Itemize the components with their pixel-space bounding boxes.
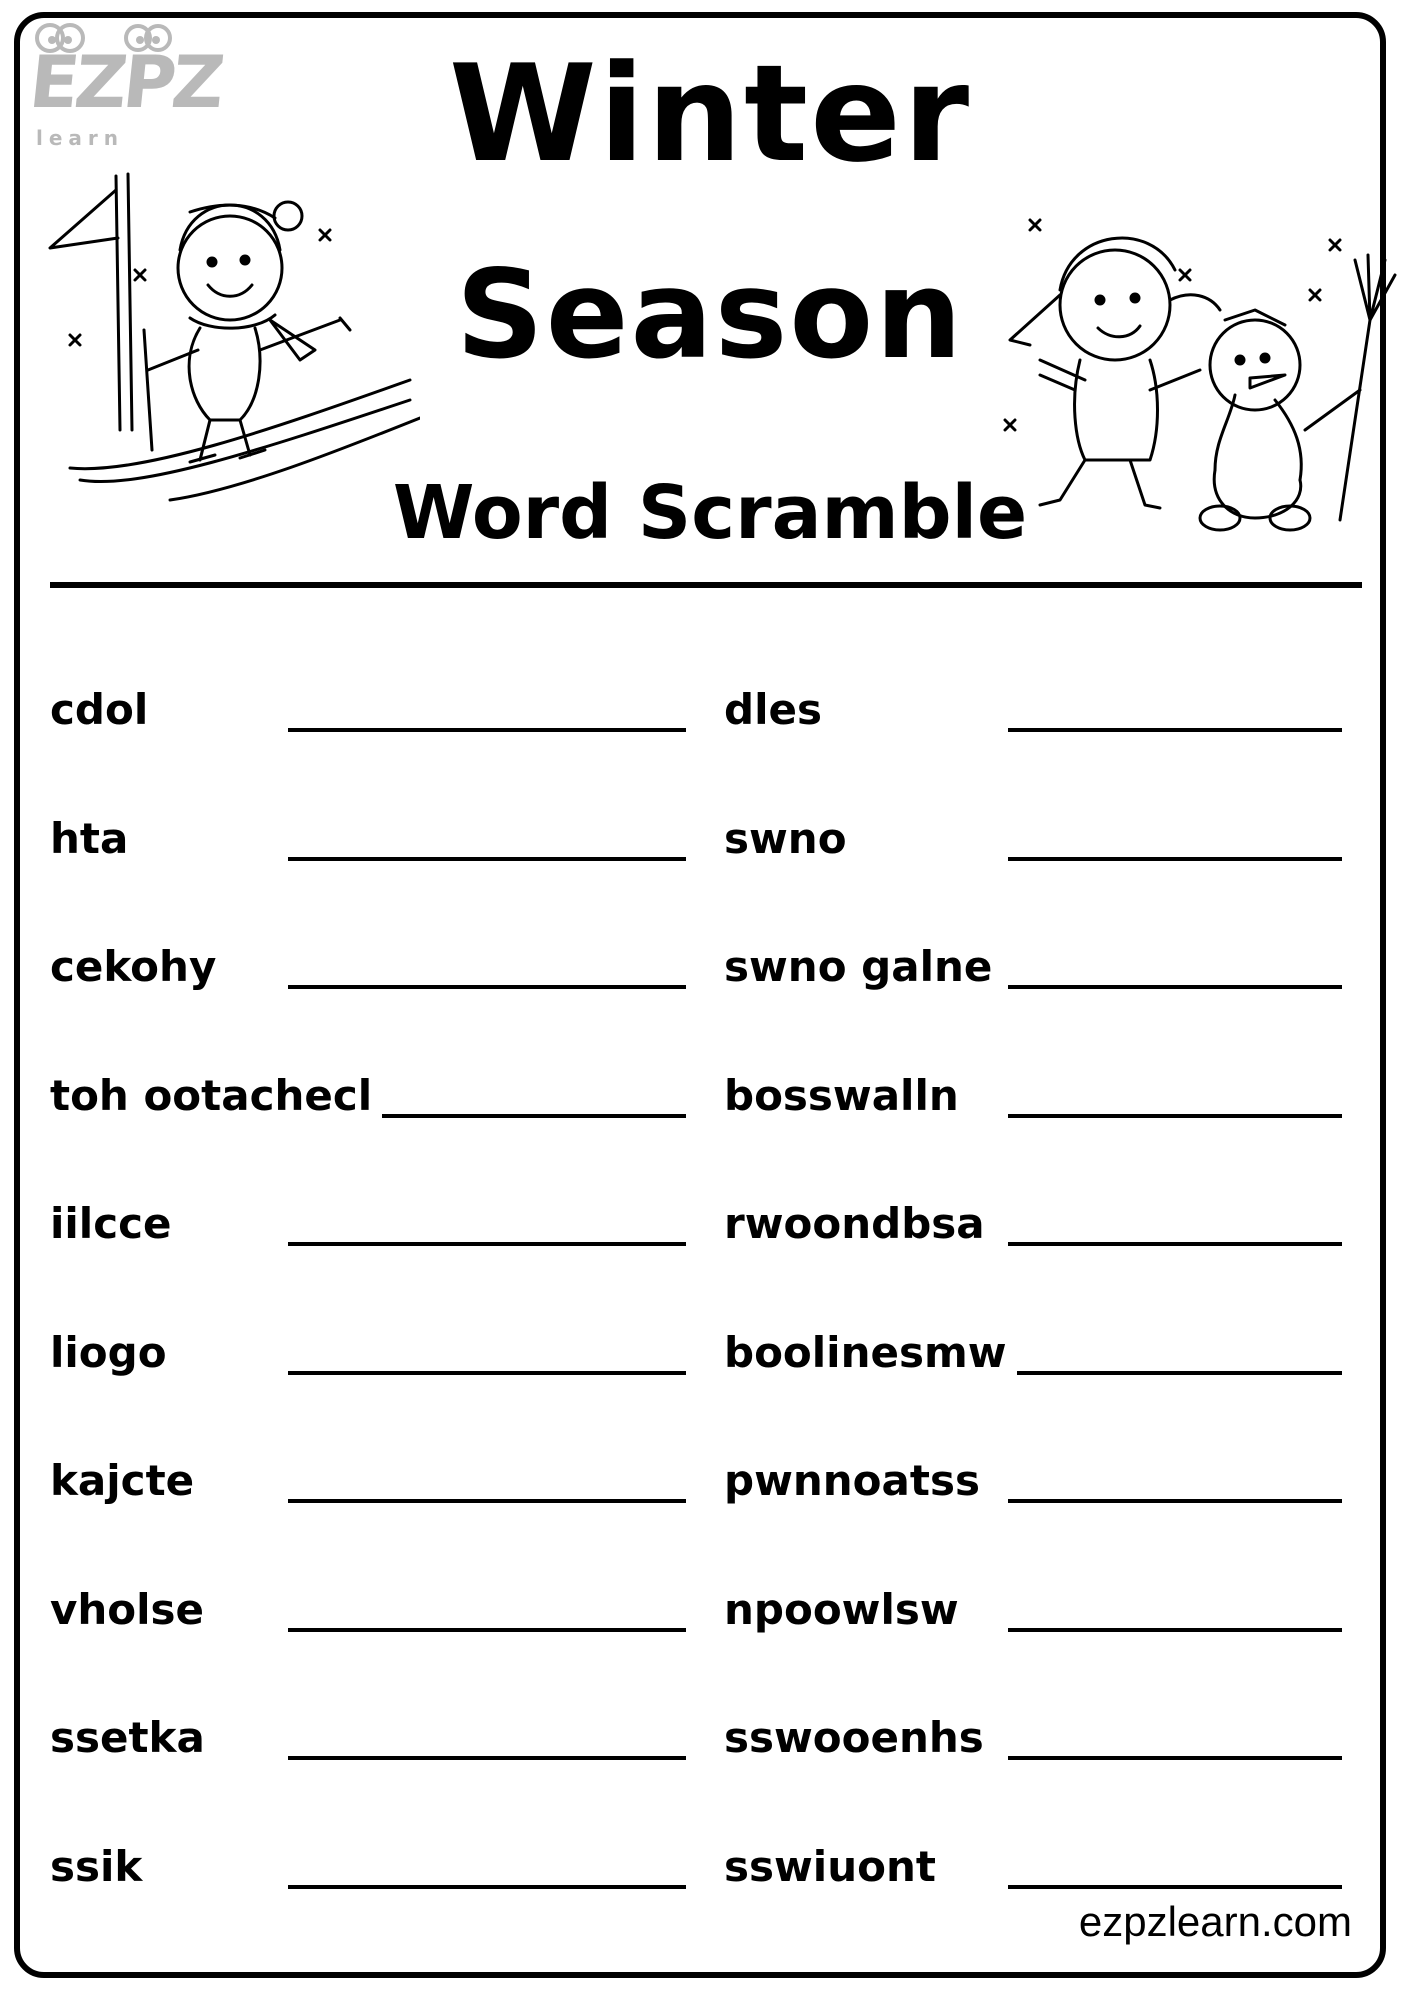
answer-blank[interactable] xyxy=(1008,1628,1342,1632)
scrambled-word: swno galne xyxy=(724,942,993,991)
scrambled-word: ssik xyxy=(50,1841,143,1891)
scrambled-word: hta xyxy=(50,813,129,863)
answer-blank[interactable] xyxy=(288,985,686,989)
skier-child-illustration xyxy=(40,150,420,510)
answer-blank[interactable] xyxy=(288,1628,686,1632)
scrambled-word: ssetka xyxy=(50,1713,205,1762)
scrambled-word: sswooenhs xyxy=(724,1713,984,1762)
answer-blank[interactable] xyxy=(1008,1242,1342,1246)
logo-subtext: learn xyxy=(36,126,125,150)
footer-website: ezpzlearn.com xyxy=(1078,1898,1352,1945)
scrambled-word: liogo xyxy=(50,1327,167,1377)
answer-blank[interactable] xyxy=(1008,985,1342,989)
answer-blank[interactable] xyxy=(1008,857,1342,861)
ezpz-logo xyxy=(25,18,225,150)
answer-blank[interactable] xyxy=(288,1499,686,1503)
answer-blank[interactable] xyxy=(1008,1499,1342,1503)
answer-blank[interactable] xyxy=(1017,1371,1342,1375)
header-divider xyxy=(50,582,1362,588)
scrambled-word: kajcte xyxy=(50,1456,195,1505)
scrambled-word: npoowlsw xyxy=(724,1584,959,1634)
scrambled-word: sswiuont xyxy=(724,1841,936,1891)
answer-blank[interactable] xyxy=(1008,1885,1342,1889)
scrambled-word: iilcce xyxy=(50,1199,172,1248)
scrambled-word: cekohy xyxy=(50,942,217,991)
title-line-2: Season xyxy=(455,244,965,386)
title-line-1: Winter xyxy=(448,36,972,192)
answer-blank[interactable] xyxy=(1008,728,1342,732)
answer-blank[interactable] xyxy=(288,1756,686,1760)
answer-blank[interactable] xyxy=(382,1114,686,1118)
logo-letters: EZPZ xyxy=(25,40,225,124)
scrambled-word: boolinesmw xyxy=(724,1327,1007,1377)
answer-blank[interactable] xyxy=(1008,1756,1342,1760)
scrambled-word: cdol xyxy=(50,685,149,734)
answer-blank[interactable] xyxy=(288,1885,686,1889)
answer-blank[interactable] xyxy=(288,1371,686,1375)
child-with-snowman-illustration xyxy=(1000,200,1400,540)
answer-blank[interactable] xyxy=(288,1242,686,1246)
scrambled-word: rwoondbsa xyxy=(724,1199,985,1248)
scrambled-word: toh ootachecl xyxy=(50,1070,373,1120)
scrambled-word: vholse xyxy=(50,1584,205,1634)
answer-blank[interactable] xyxy=(288,857,686,861)
scrambled-word: swno xyxy=(724,813,847,863)
scrambled-word: bosswalln xyxy=(724,1070,959,1120)
answer-blank[interactable] xyxy=(288,728,686,732)
subtitle: Word Scramble xyxy=(392,470,1028,556)
scrambled-word: pwnnoatss xyxy=(724,1456,980,1505)
answer-blank[interactable] xyxy=(1008,1114,1342,1118)
scrambled-word: dles xyxy=(724,685,822,734)
